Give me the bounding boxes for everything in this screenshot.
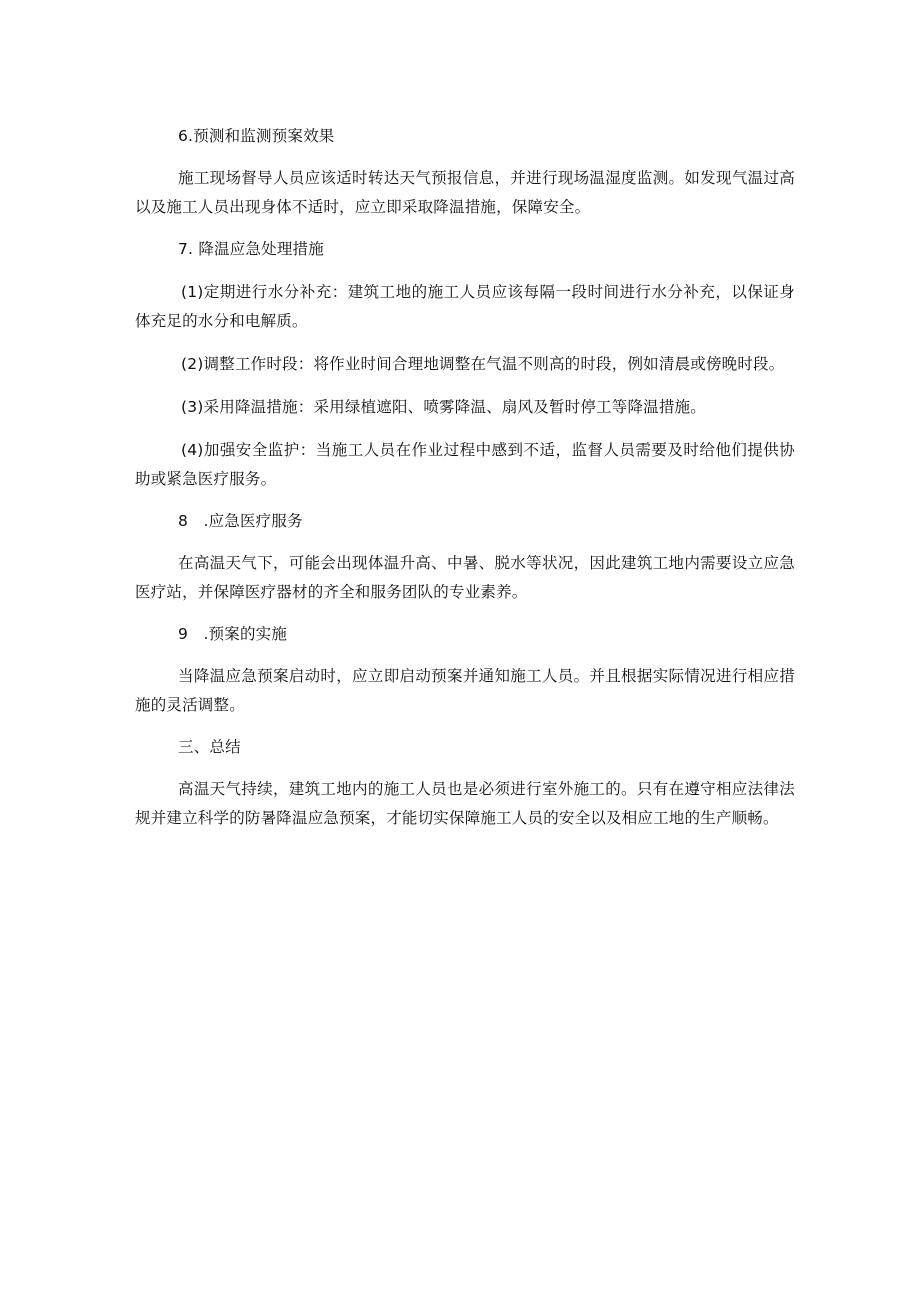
section-heading-9: 9 .预案的实施 [178,625,288,643]
list-item-safety-monitoring: (4)加强安全监护：当施工人员在作业过程中感到不适，监督人员需要及时给他们提供协助或紧急医疗服务。 [135,441,795,488]
paragraph-monitoring: 施工现场督导人员应该适时转达天气预报信息，并进行现场温湿度监测。如发现气温过高以及施工人员出现身体不适时，应立即采取降温措施，保障安全。 [135,169,795,216]
list-item-adjust-hours: (2)调整工作时段：将作业时间合理地调整在气温不则高的时段，例如清晨或傍晚时段。 [181,355,785,373]
paragraph-medical-service: 在高温天气下，可能会出现体温升高、中暑、脱水等状况，因此建筑工地内需要设立应急医疗站，并保障医疗器材的齐全和服务团队的专业素养。 [135,554,795,601]
section-heading-summary: 三、总结 [178,738,241,756]
paragraph-implementation: 当降温应急预案启动时，应立即启动预案并通知施工人员。并且根据实际情况进行相应措施的灵活调整。 [135,667,795,714]
document-body [135,122,795,833]
paragraph-summary: 高温天气持续，建筑工地内的施工人员也是必须进行室外施工的。只有在遵守相应法律法规并建立科学的防暑降温应急预案，才能切实保障施工人员的安全以及相应工地的生产顺畅。 [135,780,795,827]
section-heading-6: 6.预测和监测预案效果 [178,127,335,145]
section-heading-8: 8 .应急医疗服务 [178,512,303,530]
section-heading-7: 7. 降温应急处理措施 [178,240,324,258]
list-item-cooling-measures: (3)采用降温措施：采用绿植遮阳、喷雾降温、扇风及暂时停工等降温措施。 [181,398,706,416]
list-item-water-supply: (1)定期进行水分补充：建筑工地的施工人员应该每隔一段时间进行水分补充，以保证身体充足的水分和电解质。 [135,283,795,330]
